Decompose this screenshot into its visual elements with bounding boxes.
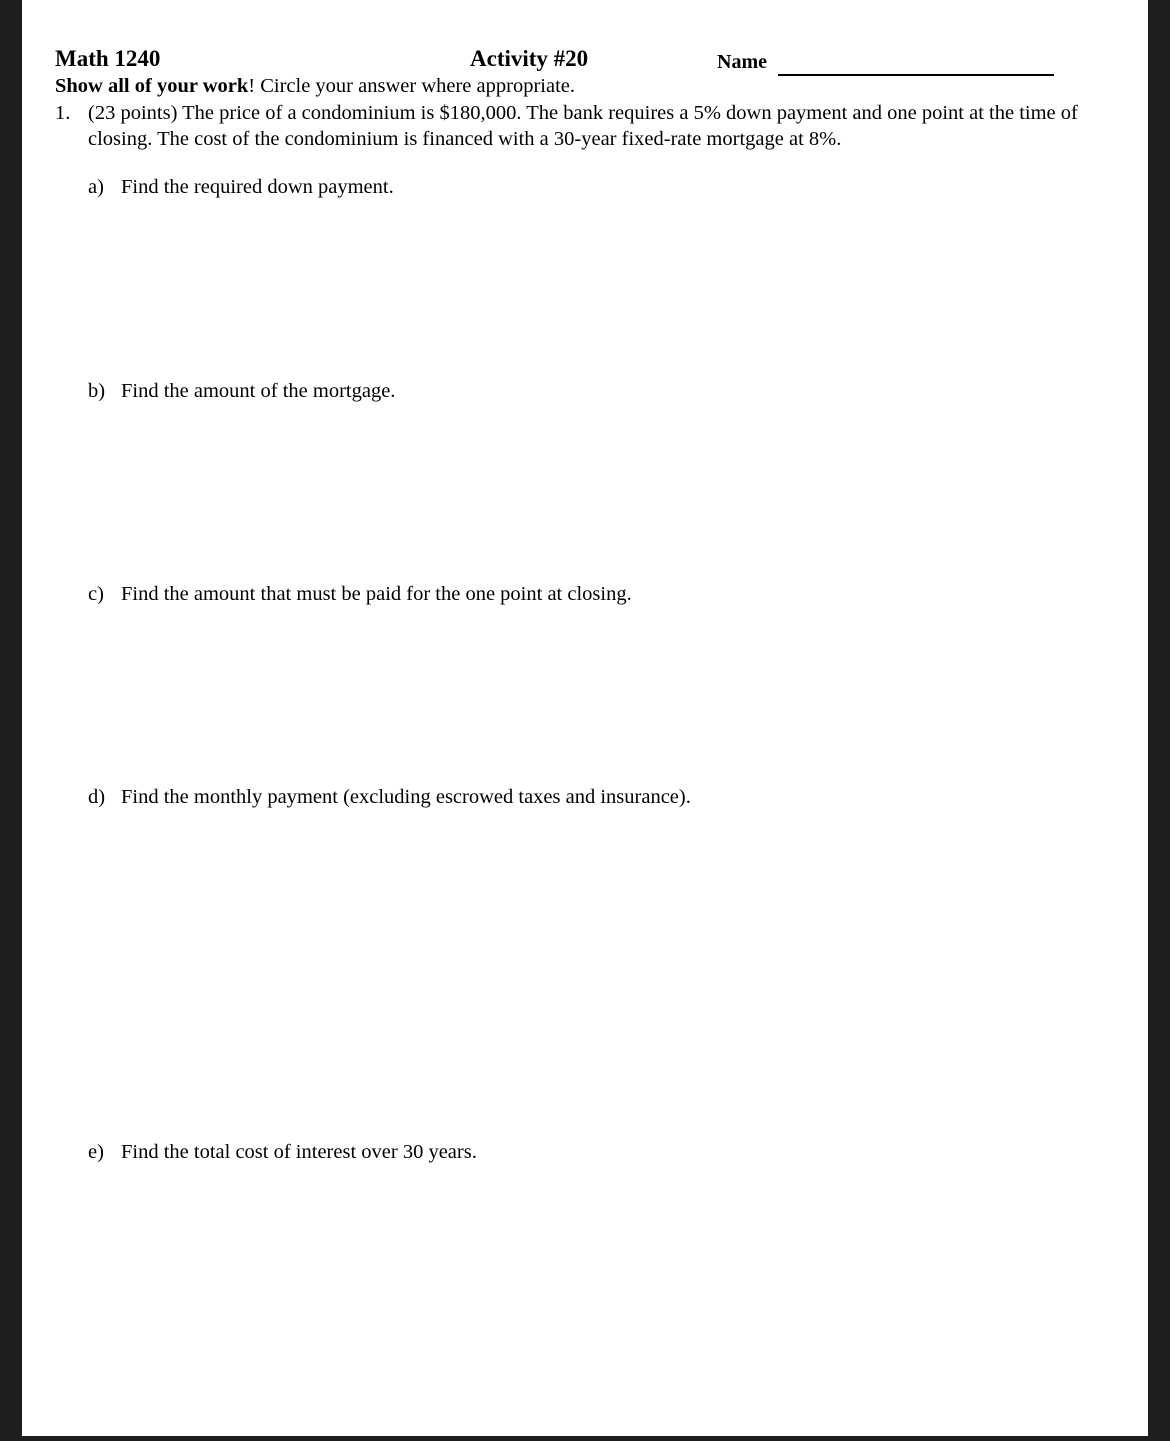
part-letter: b) xyxy=(88,380,106,402)
part-question: Find the amount of the mortgage. xyxy=(121,380,396,402)
part-letter: e) xyxy=(88,1141,104,1163)
part-question: Find the required down payment. xyxy=(121,176,394,198)
instructions-emphasis: Show all of your work xyxy=(55,75,249,97)
name-blank-line xyxy=(778,74,1054,76)
part-b xyxy=(88,380,395,403)
part-letter: d) xyxy=(88,786,106,808)
worksheet-header xyxy=(22,46,1148,76)
name-label: Name xyxy=(717,51,767,73)
part-e xyxy=(88,1141,477,1164)
activity-title: Activity #20 xyxy=(470,46,589,71)
instructions-text: ! Circle your answer where appropriate. xyxy=(248,75,575,97)
problem-statement: (23 points) The price of a condominium is $180,000. The bank requires a 5% down payment and one point at the time of closing. The cost of the condominium is financed with a 30-year fixed-rate mortgage at 8%. xyxy=(88,102,1078,150)
part-letter: a) xyxy=(88,176,104,198)
part-question: Find the total cost of interest over 30 years. xyxy=(121,1141,477,1163)
course-title: Math 1240 xyxy=(55,46,161,71)
part-letter: c) xyxy=(88,583,104,605)
problem-number: 1. xyxy=(55,102,71,124)
part-question: Find the monthly payment (excluding escrowed taxes and insurance). xyxy=(121,786,691,808)
instructions xyxy=(55,75,575,98)
part-question: Find the amount that must be paid for the one point at closing. xyxy=(121,583,632,605)
part-c xyxy=(88,583,632,606)
worksheet-page xyxy=(22,0,1148,1436)
part-d xyxy=(88,786,691,809)
part-a xyxy=(88,176,394,199)
